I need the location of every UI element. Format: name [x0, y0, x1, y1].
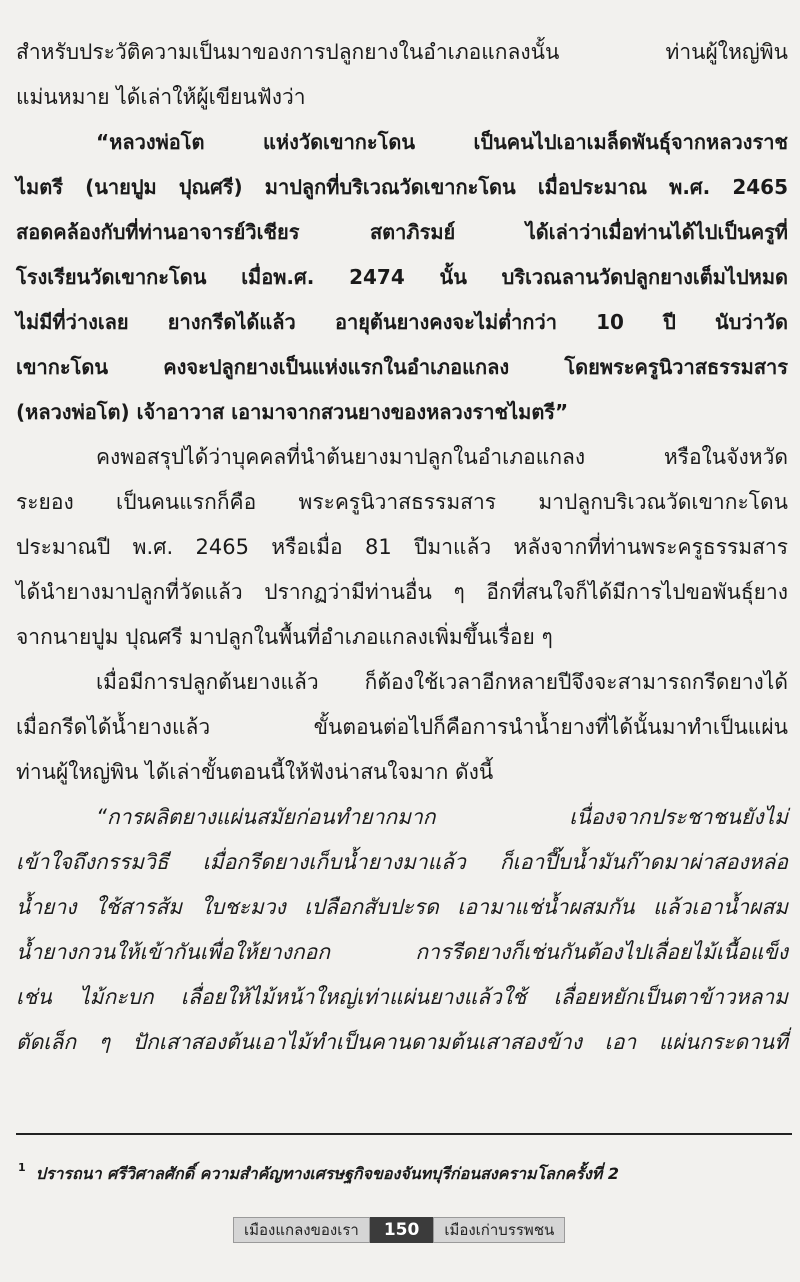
- quote-line: ไม่มีที่ว่างเลย ยางกรีดได้แล้ว อายุต้นยางคงจะไม่ต่ำกว่า 10 ปี นับว่าวัด: [16, 310, 788, 334]
- text-line: เมื่อกรีดได้น้ำยางแล้ว ขั้นตอนต่อไปก็คือการนำน้ำยางที่ได้นั้นมาทำเป็นแผ่น: [16, 715, 788, 739]
- body-text: [16, 30, 788, 1065]
- text-line: คงพอสรุปได้ว่าบุคคลที่นำต้นยางมาปลูกในอำเภอแกลง หรือในจังหวัด: [96, 445, 788, 469]
- text-line: ประมาณปี พ.ศ. 2465 หรือเมื่อ 81 ปีมาแล้ว หลังจากที่ท่านพระครูธรรมสาร: [16, 535, 788, 559]
- footnote-divider: [16, 1133, 792, 1135]
- page-number: 150: [370, 1217, 434, 1243]
- footer-book-title: เมืองแกลงของเรา: [233, 1217, 370, 1243]
- quote-line: โรงเรียนวัดเขากะโดน เมื่อพ.ศ. 2474 นั้น บริเวณลานวัดปลูกยางเต็มไปหมด: [16, 265, 788, 289]
- quote-line: (หลวงพ่อโต) เจ้าอาวาส เอามาจากสวนยางของหลวงราชไมตรี”: [16, 400, 569, 424]
- italic-quote-line: น้ำยางกวนให้เข้ากันเพื่อให้ยางกอก การรีดยางก็เช่นกันต้องไปเลื่อยไม้เนื้อแข็ง: [16, 940, 788, 964]
- italic-quote-line: เข้าใจถึงกรรมวิธี เมื่อกรีดยางเก็บน้ำยางมาแล้ว ก็เอาปี๊บน้ำมันก๊าดมาผ่าสองหล่อ: [16, 850, 788, 874]
- italic-quote-line: เช่น ไม้กะบก เลื่อยให้ไม้หน้าใหญ่เท่าแผ่นยางแล้วใช้ เลื่อยหยักเป็นตาข้าวหลาม: [16, 985, 788, 1009]
- footnote-text: ปรารถนา ศรีวิศาลศักดิ์ ความสำคัญทางเศรษฐกิจของจันทบุรีก่อนสงครามโลกครั้งที่ 2: [35, 1164, 620, 1183]
- footer-subtitle: เมืองเก่าบรรพชน: [433, 1217, 565, 1243]
- italic-quote-line: น้ำยาง ใช้สารส้ม ใบชะมวง เปลือกสับปะรด เอามาแช่น้ำผสมกัน แล้วเอาน้ำผสม: [16, 895, 788, 919]
- quote-line: เขากะโดน คงจะปลูกยางเป็นแห่งแรกในอำเภอแกลง โดยพระครูนิวาสธรรมสาร: [16, 355, 788, 379]
- quote-line: “หลวงพ่อโต แห่งวัดเขากะโดน เป็นคนไปเอาเมล็ดพันธุ์จากหลวงราช: [96, 130, 788, 154]
- text-line: ระยอง เป็นคนแรกก็คือ พระครูนิวาสธรรมสาร มาปลูกบริเวณวัดเขากะโดน: [16, 490, 788, 514]
- italic-quote-line: “การผลิตยางแผ่นสมัยก่อนทำยากมาก เนื่องจากประชาชนยังไม่: [96, 805, 788, 829]
- italic-quote-line: ตัดเล็ก ๆ ปักเสาสองต้นเอาไม้ทำเป็นคานดามต้นเสาสองข้าง เอา แผ่นกระดานที่: [16, 1030, 788, 1054]
- quote-line: ไมตรี (นายปูม ปุณศรี) มาปลูกที่บริเวณวัดเขากะโดน เมื่อประมาณ พ.ศ. 2465: [16, 175, 788, 199]
- text-line: เมื่อมีการปลูกต้นยางแล้ว ก็ต้องใช้เวลาอีกหลายปีจึงจะสามารถกรีดยางได้: [96, 670, 788, 694]
- text-line: สำหรับประวัติความเป็นมาของการปลูกยางในอำเภอแกลงนั้น ท่านผู้ใหญ่พิน: [16, 40, 788, 64]
- quote-line: สอดคล้องกับที่ท่านอาจารย์วิเชียร สตาภิรมย์ ได้เล่าว่าเมื่อท่านได้ไปเป็นครูที่: [16, 220, 788, 244]
- footnote: [18, 1153, 788, 1189]
- text-line: แม่นหมาย ได้เล่าให้ผู้เขียนฟังว่า: [16, 85, 306, 109]
- text-line: ท่านผู้ใหญ่พิน ได้เล่าขั้นตอนนี้ให้ฟังน่าสนใจมาก ดังนี้: [16, 760, 494, 784]
- footnote-number: 1: [18, 1161, 26, 1174]
- text-line: ได้นำยางมาปลูกที่วัดแล้ว ปรากฏว่ามีท่านอื่น ๆ อีกที่สนใจก็ได้มีการไปขอพันธุ์ยาง: [16, 580, 788, 604]
- page-footer: [233, 1217, 565, 1243]
- text-line: จากนายปูม ปุณศรี มาปลูกในพื้นที่อำเภอแกลงเพิ่มขึ้นเรื่อย ๆ: [16, 625, 553, 649]
